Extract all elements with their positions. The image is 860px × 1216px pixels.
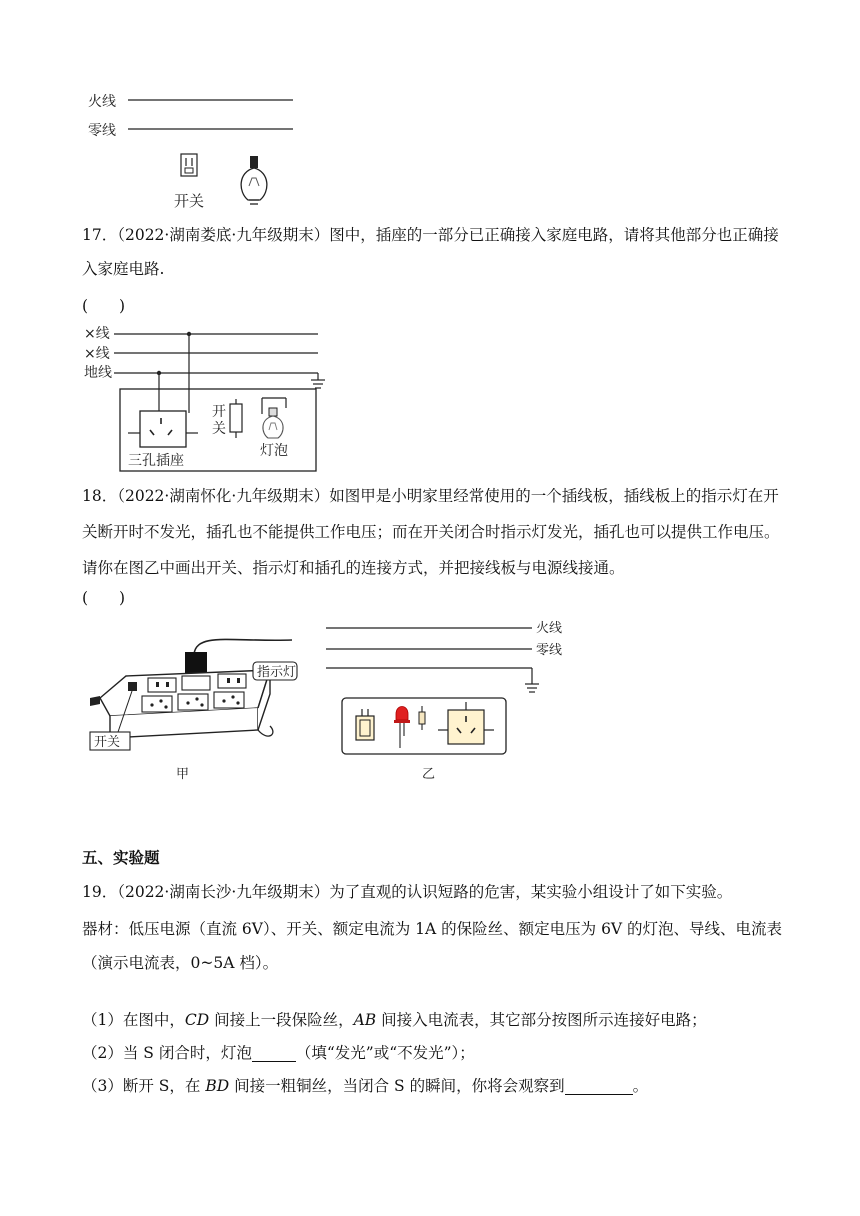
answer-blank-1[interactable]	[252, 1043, 296, 1062]
switch-icon	[356, 709, 374, 740]
figure-yi-caption: 乙	[422, 767, 436, 782]
switch-icon	[181, 154, 197, 176]
wire1-label: ×线	[84, 326, 110, 342]
wire2-label: ×线	[84, 346, 110, 362]
ground-icon	[525, 668, 539, 692]
neutral-wire-label: 零线	[88, 123, 116, 139]
switch-icon	[230, 399, 242, 438]
switch-label: 开关	[174, 192, 205, 210]
question-19-intro: 19．（2022·湖南长沙·九年级期末）为了直观的认识短路的危害，某实验小组设计了如下实验。	[82, 883, 733, 901]
question-17-answer-paren: ( )	[82, 297, 126, 315]
bulb-icon	[262, 398, 286, 438]
switch-label-bottom: 关	[212, 421, 226, 437]
neutral-wire-label: 零线	[536, 643, 563, 658]
question-19-step3: （3）断开 S，在 BD 间接一粗铜丝，当闭合 S 的瞬间，你将会观察到 。	[82, 1077, 649, 1095]
question-18-text: 18．（2022·湖南怀化·九年级期末）如图甲是小明家里经常使用的一个插线板，插线板上的指示灯在开关断开时不发光，插孔也不能提供工作电压；而在开关闭合时指示灯发光，插孔也可以提供工作电压。请你在图乙中画出开关、指示灯和插孔的连接方式，并把接线板与电源线接通。	[82, 487, 780, 577]
bulb-icon	[241, 156, 267, 204]
question-19-equipment: 器材：低压电源（直流 6V）、开关、额定电流为 1A 的保险丝、额定电压为 6V 的灯泡、导线、电流表（演示电流表，0~5A 档）。	[82, 920, 783, 972]
live-wire-label: 火线	[536, 621, 563, 636]
question-17-text: 17．（2022·湖南娄底·九年级期末）图中，插座的一部分已正确接入家庭电路，请将其他部分也正确接入家庭电路.	[82, 226, 779, 278]
indicator-label: 指示灯	[257, 665, 297, 680]
question-19-step2: （2）当 S 闭合时，灯泡 （填“发光”或“不发光”）；	[82, 1044, 475, 1062]
strip-switch-icon	[128, 682, 137, 691]
figure-jia-caption: 甲	[176, 767, 190, 782]
three-hole-socket-icon	[438, 702, 494, 744]
figure-q18-jia	[82, 612, 312, 787]
switch-label-top: 开	[212, 404, 226, 420]
three-hole-socket-icon	[128, 411, 198, 447]
indicator-led-icon	[394, 707, 410, 749]
bulb-label: 灯泡	[260, 443, 288, 459]
figure-q18-yi	[320, 612, 580, 787]
section-title: 五、实验题	[82, 849, 160, 867]
question-18-answer-paren: ( )	[82, 589, 126, 607]
figure-q16	[82, 88, 302, 213]
question-19-step1: （1）在图中，CD 间接上一段保险丝，AB 间接入电流表，其它部分按图所示连接好电路；	[82, 1011, 707, 1029]
resistor-icon	[419, 706, 425, 730]
live-wire-label: 火线	[88, 94, 116, 110]
socket-label: 三孔插座	[128, 453, 184, 469]
switch-callout-label: 开关	[94, 735, 121, 750]
figure-q17	[82, 322, 332, 472]
answer-blank-2[interactable]	[565, 1076, 633, 1095]
ground-wire-label: 地线	[84, 365, 112, 381]
ground-icon	[311, 373, 325, 388]
